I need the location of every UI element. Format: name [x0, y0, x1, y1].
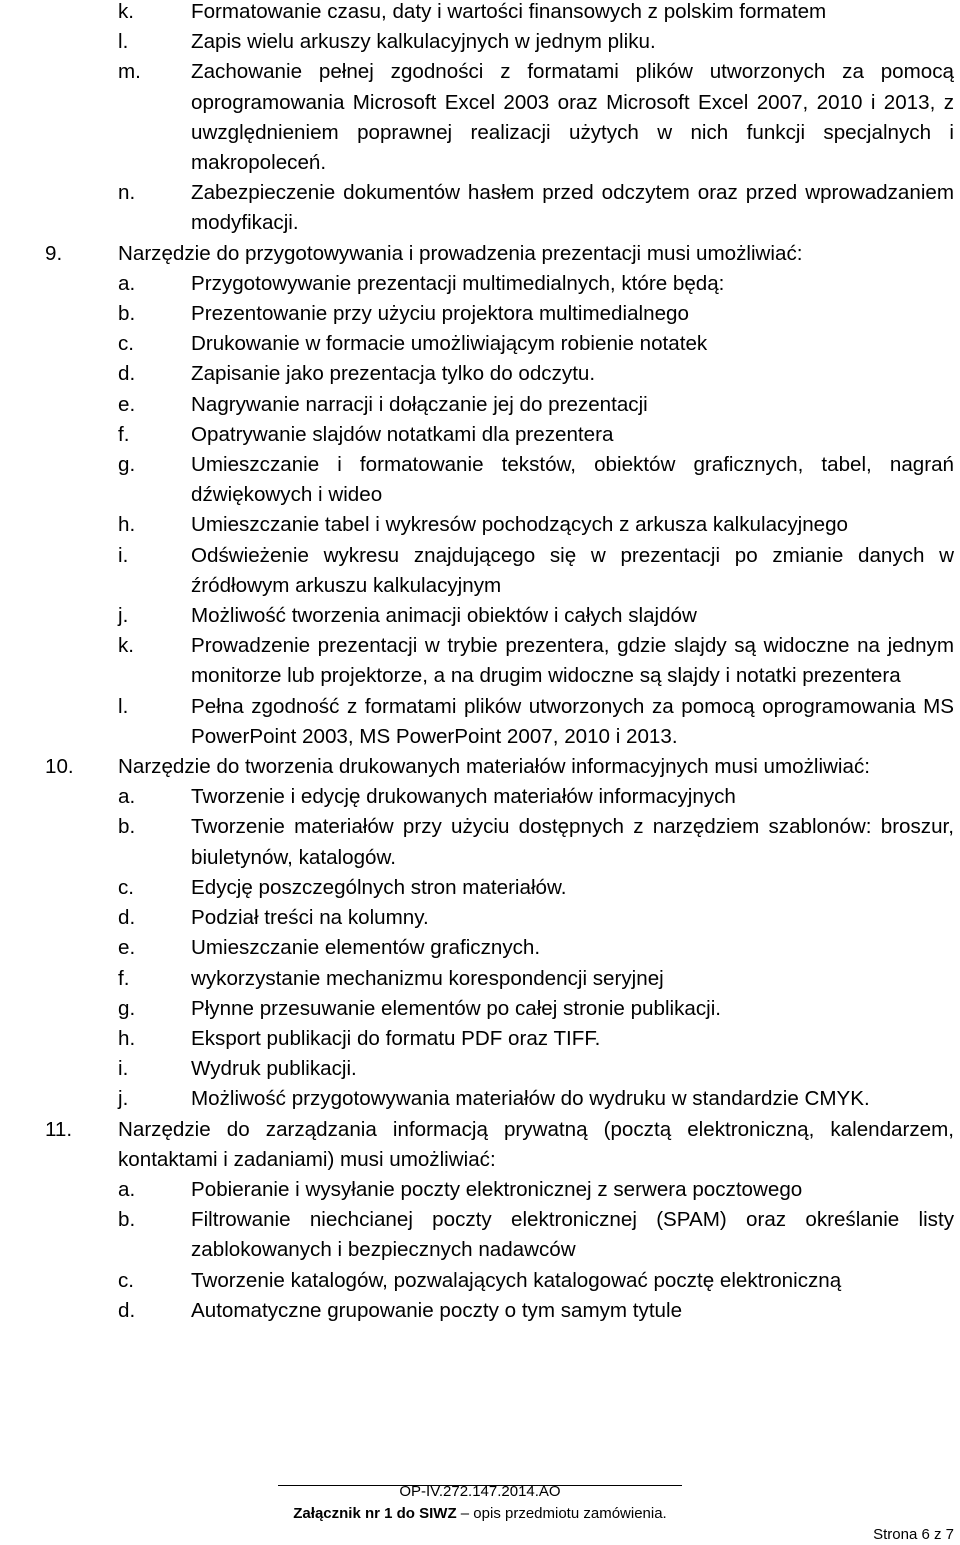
list-item — [0, 873, 960, 903]
list-item — [0, 359, 960, 389]
list-item — [0, 1024, 960, 1054]
list-item — [0, 903, 960, 933]
item-number: e. — [118, 936, 136, 960]
item-number: d. — [118, 1298, 136, 1322]
item-number: g. — [118, 996, 136, 1020]
item-text: Podział treści na kolumny. — [191, 906, 429, 930]
item-number: k. — [118, 634, 135, 658]
item-number: n. — [118, 181, 136, 205]
list-item — [0, 1266, 960, 1296]
list-item — [0, 782, 960, 812]
list-item — [0, 994, 960, 1024]
item-number: h. — [118, 513, 136, 537]
list-item — [0, 299, 960, 329]
item-text: Pełna zgodność z formatami plików utworzonych za pomocą oprogramowania MS PowerPoint 2003, MS PowerPoint 2007, 2010 i 2013. — [191, 694, 954, 748]
item-number: c. — [118, 1268, 135, 1292]
item-number: e. — [118, 392, 136, 416]
item-number: j. — [118, 1087, 129, 1111]
list-item — [0, 0, 960, 27]
item-text: wykorzystanie mechanizmu korespondencji seryjnej — [191, 966, 664, 990]
item-text: Eksport publikacji do formatu PDF oraz TIFF. — [191, 1026, 601, 1050]
item-number: 9. — [45, 241, 63, 265]
item-number: b. — [118, 302, 136, 326]
footer-reference-code: OP-IV.272.147.2014.AO — [399, 1483, 561, 1500]
item-text: Zapis wielu arkuszy kalkulacyjnych w jednym pliku. — [191, 30, 656, 54]
list-item — [0, 178, 960, 238]
list-item — [0, 933, 960, 963]
item-text: Płynne przesuwanie elementów po całej stronie publikacji. — [191, 996, 722, 1020]
item-text: Prezentowanie przy użyciu projektora multimedialnego — [191, 302, 689, 326]
item-text: Narzędzie do zarządzania informacją prywatną (pocztą elektroniczną, kalendarzem, kontaktami i zadaniami) musi umożliwiać: — [118, 1117, 954, 1171]
item-text: Zapisanie jako prezentacja tylko do odczytu. — [191, 362, 596, 386]
item-text: Zabezpieczenie dokumentów hasłem przed odczytem oraz przed wprowadzaniem modyfikacji. — [191, 181, 954, 235]
item-text: Tworzenie katalogów, pozwalających katalogować pocztę elektroniczną — [191, 1268, 842, 1292]
list-item — [0, 27, 960, 57]
item-number: l. — [118, 694, 129, 718]
item-text: Możliwość przygotowywania materiałów do wydruku w standardzie CMYK. — [191, 1087, 870, 1111]
list-item — [0, 390, 960, 420]
item-text: Filtrowanie niechcianej poczty elektronicznej (SPAM) oraz określanie listy zablokowanych i bezpiecznych nadawców — [191, 1208, 954, 1262]
item-number: k. — [118, 0, 135, 23]
item-text: Narzędzie do przygotowywania i prowadzenia prezentacji musi umożliwiać: — [118, 241, 803, 265]
item-text: Odświeżenie wykresu znajdującego się w prezentacji po zmianie danych w źródłowym arkuszu kalkulacyjnym — [191, 543, 954, 597]
item-number: 11. — [45, 1117, 73, 1141]
item-text: Umieszczanie elementów graficznych. — [191, 936, 541, 960]
item-number: j. — [118, 604, 129, 628]
page-number: Strona 6 z 7 — [873, 1526, 954, 1543]
item-text: Nagrywanie narracji i dołączanie jej do prezentacji — [191, 392, 648, 416]
list-item — [0, 57, 960, 178]
list-item — [0, 692, 960, 752]
item-number: d. — [118, 362, 136, 386]
item-number: m. — [118, 60, 141, 84]
item-number: h. — [118, 1026, 136, 1050]
item-text: Tworzenie materiałów przy użyciu dostępnych z narzędziem szablonów: broszur, biuletynów, katalogów. — [191, 815, 954, 869]
item-number: l. — [118, 30, 129, 54]
list-item — [0, 420, 960, 450]
item-text: Zachowanie pełnej zgodności z formatami plików utworzonych za pomocą oprogramowania Microsoft Excel 2003 oraz Microsoft Excel 2007, 2010 i 2013, z uwzględnieniem poprawnej realizacji użytych w nich funkcji specjalnych i makropoleceń. — [191, 60, 954, 175]
item-text: Drukowanie w formacie umożliwiającym robienie notatek — [191, 332, 708, 356]
list-item — [0, 964, 960, 994]
section-item — [0, 1115, 960, 1175]
list-item — [0, 1205, 960, 1265]
item-number: d. — [118, 906, 136, 930]
item-number: a. — [118, 1177, 136, 1201]
item-number: i. — [118, 543, 129, 567]
item-text: Przygotowywanie prezentacji multimedialnych, które będą: — [191, 271, 725, 295]
item-number: c. — [118, 332, 135, 356]
item-number: f. — [118, 422, 130, 446]
item-text: Automatyczne grupowanie poczty o tym samym tytule — [191, 1298, 683, 1322]
footer-attachment-note — [0, 1503, 960, 1525]
item-number: b. — [118, 1208, 136, 1232]
item-text: Prowadzenie prezentacji w trybie prezentera, gdzie slajdy są widoczne na jednym monitorze lub projektorze, a na drugim widoczne są slajdy i notatki prezentera — [191, 634, 954, 688]
footer-attachment-title: Załącznik nr 1 do SIWZ — [293, 1505, 457, 1522]
list-item — [0, 541, 960, 601]
item-text: Umieszczanie tabel i wykresów pochodzących z arkusza kalkulacyjnego — [191, 513, 849, 537]
section-item — [0, 239, 960, 269]
item-text: Opatrywanie slajdów notatkami dla prezentera — [191, 422, 614, 446]
list-item — [0, 1084, 960, 1114]
item-number: 10. — [45, 755, 74, 779]
item-text: Możliwość tworzenia animacji obiektów i całych slajdów — [191, 604, 697, 628]
list-item — [0, 450, 960, 510]
item-text: Tworzenie i edycję drukowanych materiałów informacyjnych — [191, 785, 736, 809]
list-item — [0, 269, 960, 299]
item-text: Pobieranie i wysyłanie poczty elektronicznej z serwera pocztowego — [191, 1177, 803, 1201]
item-text: Umieszczanie i formatowanie tekstów, obiektów graficznych, tabel, nagrań dźwiękowych i wideo — [191, 453, 954, 507]
item-number: b. — [118, 815, 136, 839]
item-number: a. — [118, 271, 136, 295]
item-number: c. — [118, 875, 135, 899]
section-item — [0, 752, 960, 782]
list-item — [0, 1175, 960, 1205]
list-item — [0, 1296, 960, 1326]
item-number: a. — [118, 785, 136, 809]
list-item — [0, 510, 960, 540]
list-item — [0, 1054, 960, 1084]
item-number: f. — [118, 966, 130, 990]
footer-attachment-desc: – opis przedmiotu zamówienia. — [456, 1505, 667, 1522]
item-number: g. — [118, 453, 136, 477]
item-text: Wydruk publikacji. — [191, 1057, 357, 1081]
list-item — [0, 812, 960, 872]
list-item — [0, 329, 960, 359]
list-item — [0, 601, 960, 631]
item-number: i. — [118, 1057, 129, 1081]
item-text: Narzędzie do tworzenia drukowanych materiałów informacyjnych musi umożliwiać: — [118, 755, 870, 779]
item-text: Formatowanie czasu, daty i wartości finansowych z polskim formatem — [191, 0, 827, 23]
list-item — [0, 631, 960, 691]
item-text: Edycję poszczególnych stron materiałów. — [191, 875, 567, 899]
